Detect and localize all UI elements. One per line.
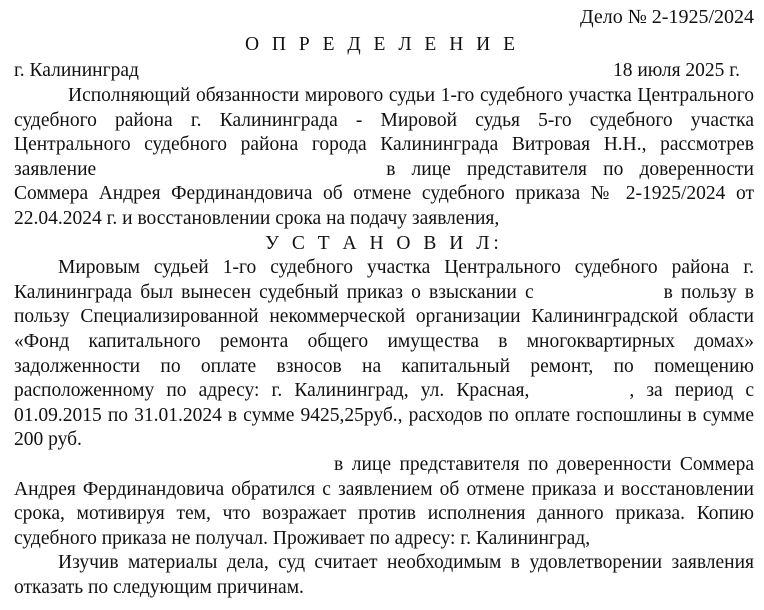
city: г. Калининград bbox=[14, 60, 139, 81]
document-title: О П Р Е Д Е Л Е Н И Е bbox=[244, 34, 520, 55]
intro-text-2: в лице представителя по доверенности Соммера Андрея Фердинандовича об отмене судебного приказа № 2-1925/2024 от 22.04.2024 г. и восстановлении срока на подачу заявления, bbox=[14, 158, 754, 229]
intro-paragraph bbox=[14, 84, 754, 232]
order-paragraph bbox=[14, 256, 754, 453]
case-number: Дело № 2-1925/2024 bbox=[579, 6, 754, 28]
document-date: 18 июля 2025 г. bbox=[612, 60, 740, 81]
conclusion-paragraph: Изучив материалы дела, суд считает необходимым в удовлетворении заявления отказать по следующим причинам. bbox=[14, 552, 754, 598]
place-date-line bbox=[14, 60, 746, 82]
order-text-2: в пользу в пользу Специализированной некоммерческой организации Калининградской области «Фонд капитального ремонта общего имущества в многоквартирных домах» задолженности по оплате взносов на капитальный ремонт, по помещению расположенному по адресу: г. Калининград, ул. Красная, bbox=[14, 281, 754, 402]
intro-text-1: Исполняющий обязанности мирового судьи 1-го судебного участка Центрального судебного района г. Калининграда - Мировой судья 5-го судебного участка Центрального судебного района города Калининграда Витровая Н.Н., рассмотрев заявление bbox=[14, 85, 754, 180]
document-body bbox=[14, 84, 754, 600]
order-text-1: Мировым судьей 1-го судебного участка Центрального судебного района г. Калининграда был вынесен судебный приказ о взыскании с bbox=[14, 257, 754, 303]
order-text-3: , за период с 01.09.2015 по 31.01.2024 в сумме 9425,25руб., расходов по оплате госпошлины в сумме 200 руб. bbox=[14, 380, 754, 451]
applicant-paragraph bbox=[14, 453, 754, 551]
established-heading: У С Т А Н О В И Л: bbox=[265, 232, 503, 254]
applicant-text: в лице представителя по доверенности Соммера Андрея Фердинандовича обратился с заявлением об отмене приказа и восстановлении срока, мотивируя тем, что возражает против исполнения данного приказа. Копию судебного приказа не получал. Проживает по адресу: г. Калининград, bbox=[14, 453, 754, 549]
